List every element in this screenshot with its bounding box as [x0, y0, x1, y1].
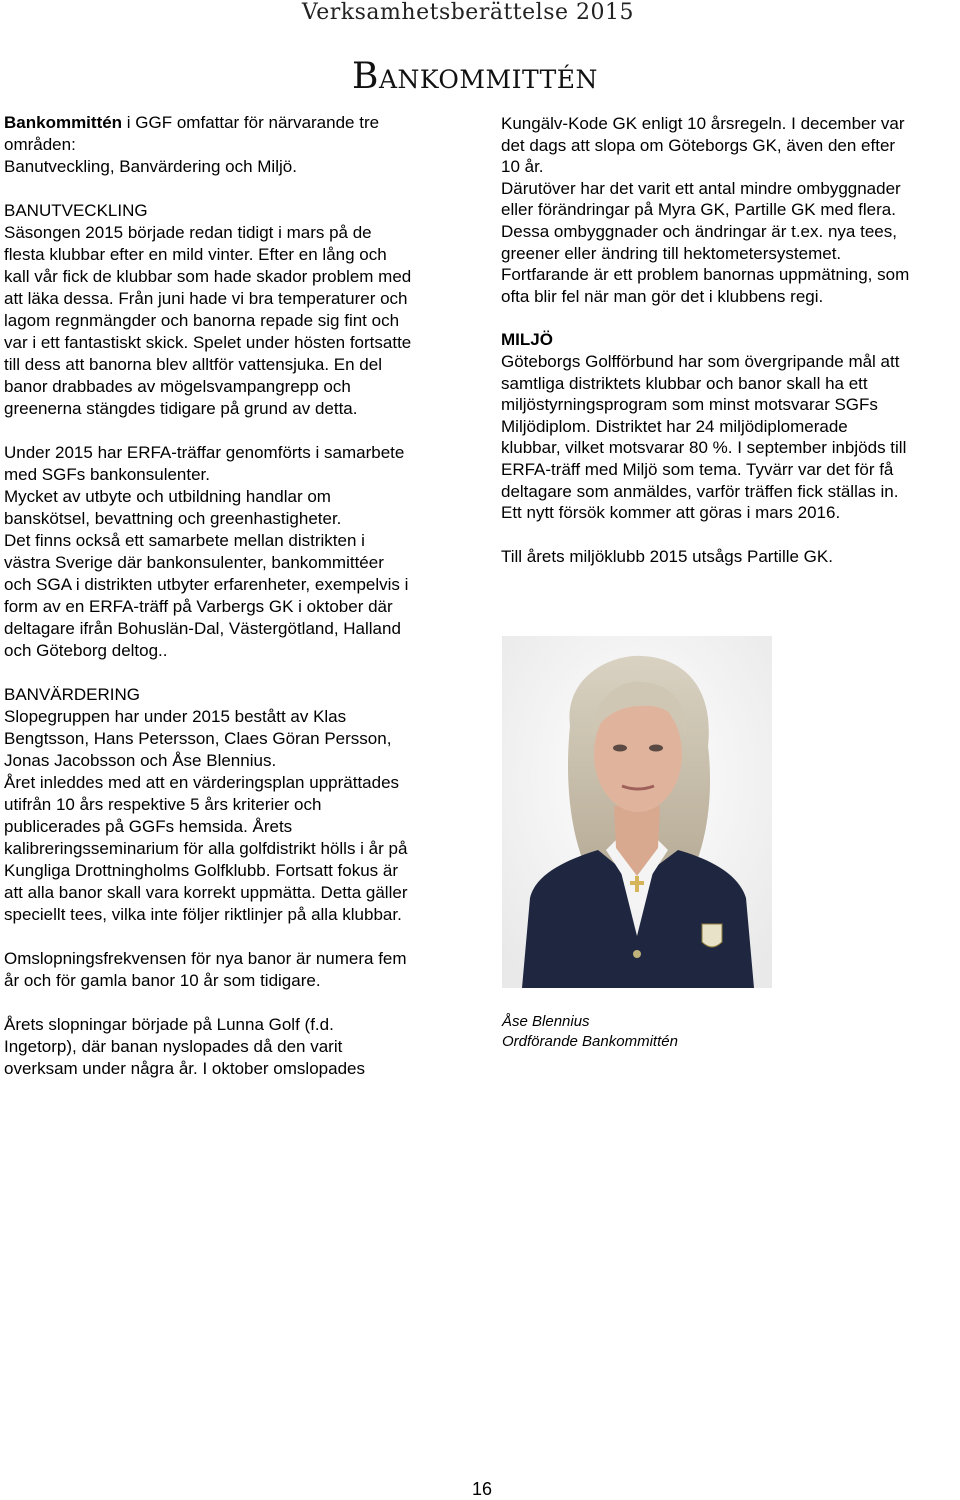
caption-name: Åse Blennius	[502, 1013, 590, 1030]
paragraph-line: banskötsel, bevattning och greenhastigheter.	[4, 509, 342, 528]
paragraph-line: Dessa ombyggnader och ändringar är t.ex. nya tees,	[501, 221, 897, 241]
paragraph-line: Därutöver har det varit ett antal mindre ombyggnader	[501, 178, 901, 198]
paragraph-line: Årets slopningar började på Lunna Golf (f.d.	[4, 1015, 334, 1034]
paragraph-line: Miljödiplom. Distriktet har 24 miljödiplomerade	[501, 416, 848, 436]
paragraph-line: greener eller ändring till hektometersystemet.	[501, 243, 842, 263]
paragraph-line: lagom regnmängder och banorna repade sig fint och	[4, 311, 400, 330]
paragraph-line: Säsongen 2015 började redan tidigt i mars på de	[4, 223, 372, 242]
paragraph-line: och SGA i distrikten utbyter erfarenheter, exempelvis i	[4, 575, 409, 594]
paragraph-line: utifrån 10 års respektive 5 års kriterier och	[4, 795, 322, 814]
paragraph-line: Det finns också ett samarbete mellan distrikten i	[4, 531, 365, 550]
paragraph-line: med SGFs bankonsulenter.	[4, 465, 211, 484]
paragraph-line: Ett nytt försök kommer att göras i mars 2016.	[501, 503, 841, 523]
heading-banvardering: BANVÄRDERING	[4, 685, 141, 704]
paragraph-line: greenerna stängdes tidigare på grund av detta.	[4, 399, 358, 418]
heading-banutveckling: BANUTVECKLING	[4, 201, 148, 220]
paragraph-line: Bengtsson, Hans Petersson, Claes Göran Persson,	[4, 729, 392, 748]
paragraph-line: år och för gamla banor 10 år som tidigare.	[4, 971, 321, 990]
paragraph-line: ofta blir fel när man gör det i klubbens regi.	[501, 286, 824, 306]
paragraph-line: Jonas Jacobsson och Åse Blennius.	[4, 751, 277, 770]
paragraph-line: overksam under några år. I oktober omslopades	[4, 1059, 365, 1078]
paragraph-line: Slopegruppen har under 2015 bestått av Klas	[4, 707, 347, 726]
section-title: Bankommittén	[352, 56, 598, 97]
caption-role: Ordförande Bankommittén	[502, 1033, 678, 1050]
paragraph-line: Kungliga Drottningholms Golfklubb. Fortsatt fokus är	[4, 861, 399, 880]
portrait-photo	[502, 636, 772, 988]
paragraph-line: miljöstyrningsprogram som minst motsvarar SGFs	[501, 395, 878, 415]
right-column	[501, 113, 956, 567]
paragraph-line: Omslopningsfrekvensen för nya banor är numera fem	[4, 949, 407, 968]
paragraph-line: att läka dessa. Från juni hade vi bra temperaturer och	[4, 289, 408, 308]
paragraph-line: 10 år.	[501, 157, 544, 177]
paragraph-line: deltagare som anmäldes, varför träffen fick ställas in.	[501, 481, 899, 501]
paragraph-line: publicerades på GGFs hemsida. Årets	[4, 817, 293, 836]
paragraph-line: samtliga distriktets klubbar och banor skall ha ett	[501, 373, 868, 393]
paragraph-line: kalibreringsseminarium för alla golfdistrikt hölls i år på	[4, 839, 408, 858]
paragraph-line: och Göteborg deltog..	[4, 641, 168, 660]
paragraph-line: att alla banor skall vara korrekt uppmätta. Detta gäller	[4, 883, 408, 902]
intro-line-2: områden:	[4, 135, 76, 154]
paragraph-line: till dess att banorna blev alltför vattensjuka. En del	[4, 355, 382, 374]
paragraph-line: flesta klubbar efter en mild vinter. Efter en lång och	[4, 245, 387, 264]
paragraph-line: Göteborgs Golfförbund har som övergripande mål att	[501, 351, 900, 371]
photo-caption	[502, 1012, 678, 1052]
paragraph-line: deltagare ifrån Bohuslän-Dal, Västergötland, Halland	[4, 619, 401, 638]
intro-bold: Bankommittén	[4, 113, 123, 132]
intro-line-3: Banutveckling, Banvärdering och Miljö.	[4, 157, 297, 176]
paragraph-line: Fortfarande är ett problem banornas uppmätning, som	[501, 265, 910, 285]
paragraph-line: banor drabbades av mögelsvampangrepp och	[4, 377, 351, 396]
intro-rest: i GGF omfattar för närvarande tre	[122, 113, 380, 132]
paragraph-line: Under 2015 har ERFA-träffar genomförts i samarbete	[4, 443, 405, 462]
paragraph-line: form av en ERFA-träff på Varbergs GK i oktober där	[4, 597, 393, 616]
paragraph-line: klubbar, vilket motsvarar 80 %. I september inbjöds till	[501, 438, 907, 458]
paragraph-line: Till årets miljöklubb 2015 utsågs Partille GK.	[501, 546, 833, 566]
paragraph-line: Året inleddes med att en värderingsplan upprättades	[4, 773, 400, 792]
paragraph-line: Mycket av utbyte och utbildning handlar om	[4, 487, 331, 506]
paragraph-line: Ingetorp), där banan nyslopades då den varit	[4, 1037, 343, 1056]
paragraph-line: kall vår fick de klubbar som hade skador problem med	[4, 267, 412, 286]
paragraph-line: det dags att slopa om Göteborgs GK, även den efter	[501, 135, 896, 155]
paragraph-line: eller förändringar på Myra GK, Partille GK med flera.	[501, 200, 896, 220]
paragraph-line: västra Sverige där bankonsulenter, bankommittéer	[4, 553, 384, 572]
heading-miljo: MILJÖ	[501, 330, 553, 350]
report-title: Verksamhetsberättelse 2015	[301, 0, 634, 25]
intro-line-1	[4, 112, 474, 134]
paragraph-line: Kungälv-Kode GK enligt 10 årsregeln. I december var	[501, 114, 905, 133]
paragraph-line: ERFA-träff med Miljö som tema. Tyvärr var det för få	[501, 459, 894, 479]
paragraph-line: speciellt tees, vilka inte följer riktlinjer på alla klubbar.	[4, 905, 402, 924]
page-number: 16	[472, 1479, 493, 1499]
left-column	[4, 112, 474, 1080]
paragraph-line: var i ett fantastiskt skick. Spelet under hösten fortsatte	[4, 333, 412, 352]
